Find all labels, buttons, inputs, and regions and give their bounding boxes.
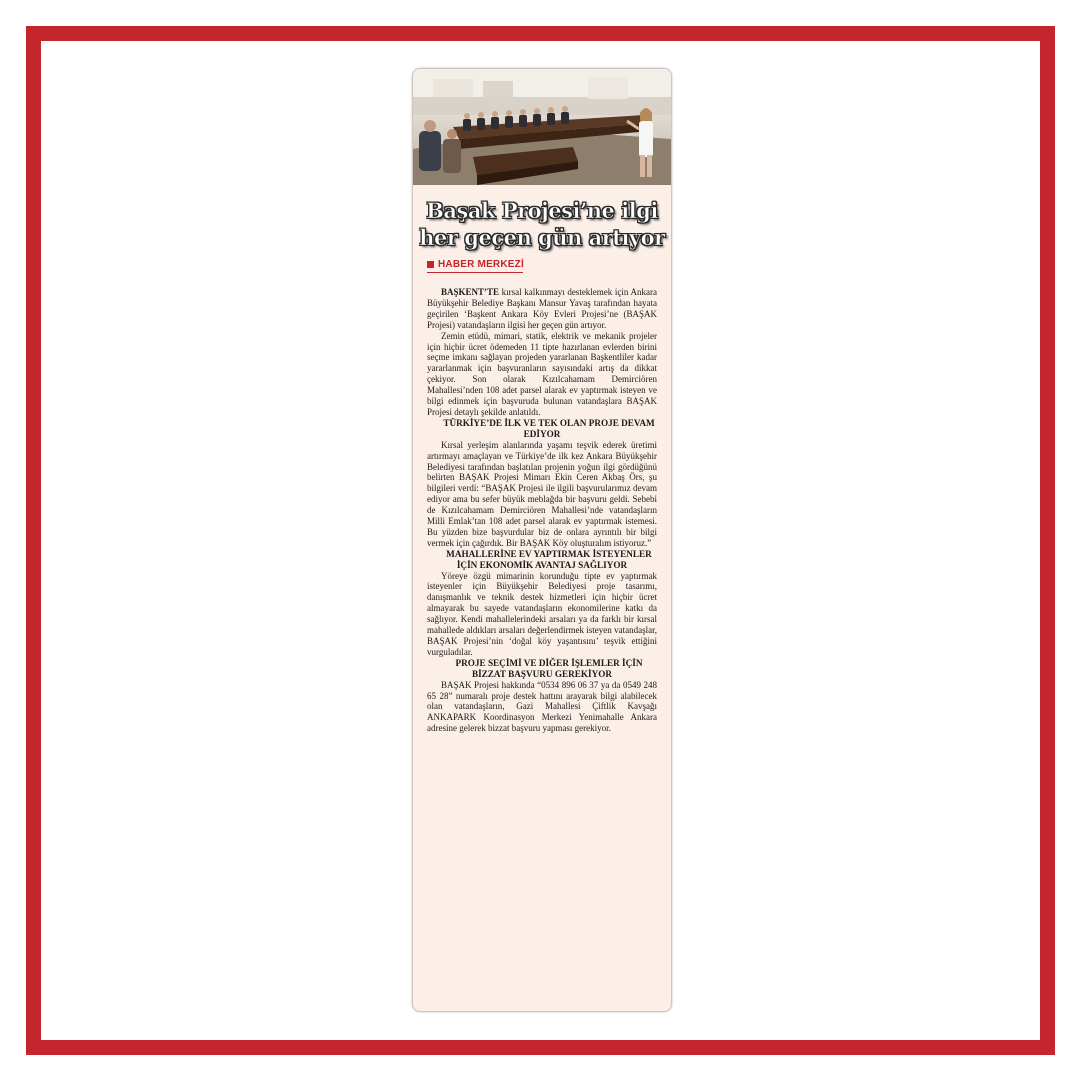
paragraph-1-lead: BAŞKENT’TE [441,287,500,297]
byline-underline [427,272,523,273]
meeting-photo-illustration [413,69,671,185]
headline-line-1: Başak Projesi’ne ilgi [426,198,658,223]
paragraph-4: Yöreye özgü mimarinin korunduğu tipte ev yaptırmak isteyenler için Büyükşehir Belediyesi proje tasarımı, danışmanlık ve teknik destek hizmetleri için hiçbir ücret almayarak bu sayede vatandaşların ekonomilerine katkı da sağlıyor. Kendi mahallelerindeki arsaları ya da farklı bir kırsal mahallede aldıkları arsaları değerlendirmek isteyen vatandaşlar, BAŞAK Projesi’nin ‘doğal köy yaşantısını’ teşvik ettiğini vurguladılar. [427,570,657,657]
subheading-1: TÜRKİYE’DE İLK VE TEK OLAN PROJE DEVAM EDİYOR [443,417,655,439]
newspaper-clipping [412,68,672,1012]
paragraph-1 [427,287,657,331]
byline [427,259,671,270]
meeting-photo [413,69,671,185]
paragraph-3: Kırsal yerleşim alanlarında yaşamı teşvik ederek üretimi artırmayı amaçlayan ve Türkiye’de ilk kez Ankara Büyükşehir Belediyesi tarafından başlatılan projenin yoğun ilgi gördüğünü belirten BAŞAK Projesi Mimarı Ekin Ceren Akbaş Örs, şu bilgileri verdi: “BAŞAK Projesi ile ilgili başvurularımız devam ediyor ama bu sefer büyük meblağda bir başvuru geldi. Sebebi de Kızılcahamam Demirciören Mahallesi’nde vatandaşların Milli Emlak’tan 108 adet parsel alarak ev yaptırmak istemesi. Bu yüzden bize başvurdular biz de onlara ayrıntılı bir bilgi vermek için çağırdık. Bir BAŞAK Köy oluşturalım istiyoruz.” [427,439,657,548]
article-headline [419,197,665,251]
byline-square-icon [427,261,434,268]
paragraph-5: BAŞAK Projesi hakkında “0534 896 06 37 ya da 0549 248 65 28” numaralı proje destek hattını arayarak bilgi alabilecek olan vatandaşların, Gazi Mahallesi Çiftlik Kavşağı ANKAPARK Koordinasyon Merkezi Yenimahalle Ankara adresine gelerek bizzat başvuru yapması gerekiyor. [427,679,657,734]
subheading-2: MAHALLERİNE EV YAPTIRMAK İSTEYENLER İÇİN EKONOMİK AVANTAJ SAĞLIYOR [446,548,652,570]
byline-text: HABER MERKEZİ [438,259,524,270]
article-body [427,287,657,734]
subheading-3: PROJE SEÇİMİ VE DİĞER İŞLEMLER İÇİN BİZZAT BAŞVURU GEREKİYOR [455,657,643,679]
paragraph-1-text: kırsal kalkınmayı desteklemek için Ankara Büyükşehir Belediye Başkanı Mansur Yavaş tarafından hayata geçirilen ‘Başkent Ankara Köy Evleri Projesi’ne (BAŞAK Projesi) vatandaşların ilgisi her geçen gün artıyor. [427,287,657,330]
paragraph-2: Zemin etüdü, mimari, statik, elektrik ve mekanik projeler için hiçbir ücret ödemeden 11 tipte hazırlanan evlerden birini seçme imkanı sağlayan projeden yararlanan Başkentliler kadar yararlanmak için başvuranların sayısındaki artış da dikkat çekiyor. Son olarak Kızılcahamam Demirciören Mahallesi’nden 108 adet parsel alarak ev yaptırmak isteyen ve bilgi edinmek için başvuruda bulunan vatandaşlara BAŞAK Projesi detaylı şekilde anlatıldı. [427,330,657,417]
headline-line-2: her geçen gün artıyor [419,225,665,250]
